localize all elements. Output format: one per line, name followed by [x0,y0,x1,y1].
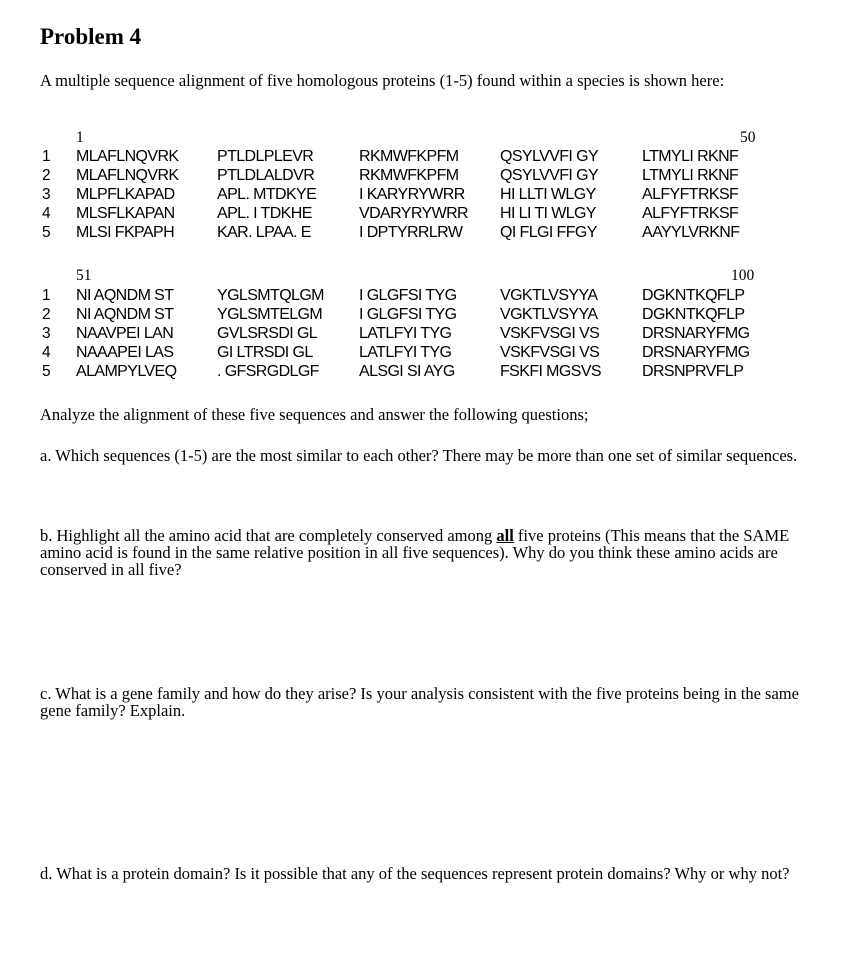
sequence-segment: VGKTLVSYYA [500,306,598,323]
sequence-number: 4 [42,205,51,222]
question-b [40,527,810,578]
sequence-number: 1 [42,287,51,304]
sequence-number: 2 [42,167,51,184]
question-d: d. What is a protein domain? Is it possible that any of the sequences represent protein domains? Why or why not? [40,864,790,883]
sequence-segment: QSYLVVFI GY [500,148,599,165]
sequence-number: 3 [42,325,51,342]
sequence-segment: I GLGFSI TYG [359,287,457,304]
sequence-segment: MLAFLNQVRK [76,148,179,165]
sequence-segment: FSKFI MGSVS [500,363,601,380]
analyze-instruction: Analyze the alignment of these five sequences and answer the following questions; [40,405,589,424]
sequence-segment: DRSNARYFMG [642,325,750,342]
sequence-segment: VSKFVSGI VS [500,344,600,361]
sequence-segment: DGKNTKQFLP [642,287,745,304]
sequence-number: 5 [42,363,51,380]
sequence-segment: NI AQNDM ST [76,306,174,323]
sequence-segment: LATLFYI TYG [359,325,452,342]
sequence-number: 4 [42,344,51,361]
sequence-segment: GI LTRSDI GL [217,344,313,361]
sequence-number: 5 [42,224,51,241]
sequence-segment: NI AQNDM ST [76,287,174,304]
sequence-segment: PTLDLPLEVR [217,148,314,165]
sequence-segment: KAR. LPAA. E [217,224,311,241]
sequence-segment: ALAMPYLVEQ [76,363,177,380]
sequence-segment: MLAFLNQVRK [76,167,179,184]
sequence-segment: APL. I TDKHE [217,205,312,222]
sequence-segment: MLSFLKAPAN [76,205,175,222]
question-b-text-start: b. Highlight all the amino acid that are completely conserved among [40,526,497,545]
sequence-segment: DGKNTKQFLP [642,306,745,323]
sequence-segment: HI LLTI WLGY [500,186,596,203]
sequence-segment: YGLSMTQLGM [217,287,324,304]
sequence-segment: QI FLGI FFGY [500,224,597,241]
sequence-segment: DRSNPRVFLP [642,363,744,380]
block2-end-position: 100 [731,267,755,284]
sequence-segment: DRSNARYFMG [642,344,750,361]
sequence-segment: AAYYLVRKNF [642,224,740,241]
sequence-segment: YGLSMTELGM [217,306,323,323]
sequence-number: 1 [42,148,51,165]
sequence-segment: ALSGI SI AYG [359,363,455,380]
question-b-emphasis: all [496,526,514,545]
sequence-segment: VGKTLVSYYA [500,287,598,304]
question-b-text-end: five proteins (This means that the SAME amino acid is found in the same relative position in all five sequences). Why do you think these amino acids are conserved in all five? [40,526,790,579]
sequence-segment: LTMYLI RKNF [642,167,739,184]
sequence-segment: GVLSRSDI GL [217,325,318,342]
sequence-segment: PTLDLALDVR [217,167,315,184]
sequence-segment: RKMWFKPFM [359,167,459,184]
sequence-segment: ALFYFTRKSF [642,205,739,222]
sequence-segment: NAAVPEI LAN [76,325,174,342]
question-a: a. Which sequences (1-5) are the most similar to each other? There may be more than one set of similar sequences. [40,446,798,465]
sequence-segment: QSYLVVFI GY [500,167,599,184]
sequence-segment: NAAAPEI LAS [76,344,174,361]
sequence-number: 2 [42,306,51,323]
sequence-segment: ALFYFTRKSF [642,186,739,203]
problem-title: Problem 4 [40,24,142,49]
sequence-segment: LTMYLI RKNF [642,148,739,165]
block1-start-position: 1 [76,129,84,146]
sequence-segment: HI LI TI WLGY [500,205,596,222]
sequence-segment: I KARYRYWRR [359,186,465,203]
sequence-segment: RKMWFKPFM [359,148,459,165]
sequence-segment: . GFSRGDLGF [217,363,319,380]
sequence-segment: MLSI FKPAPH [76,224,175,241]
block1-end-position: 50 [740,129,756,146]
block2-start-position: 51 [76,267,92,284]
sequence-number: 3 [42,186,51,203]
sequence-segment: LATLFYI TYG [359,344,452,361]
sequence-segment: APL. MTDKYE [217,186,317,203]
sequence-segment: I DPTYRRLRW [359,224,463,241]
intro-text: A multiple sequence alignment of five homologous proteins (1-5) found within a species is shown here: [40,71,725,90]
sequence-segment: MLPFLKAPAD [76,186,175,203]
sequence-segment: VDARYRYWRR [359,205,468,222]
question-c: c. What is a gene family and how do they arise? Is your analysis consistent with the five proteins being in the same gene family? Explain. [40,684,799,720]
sequence-segment: VSKFVSGI VS [500,325,600,342]
sequence-segment: I GLGFSI TYG [359,306,457,323]
